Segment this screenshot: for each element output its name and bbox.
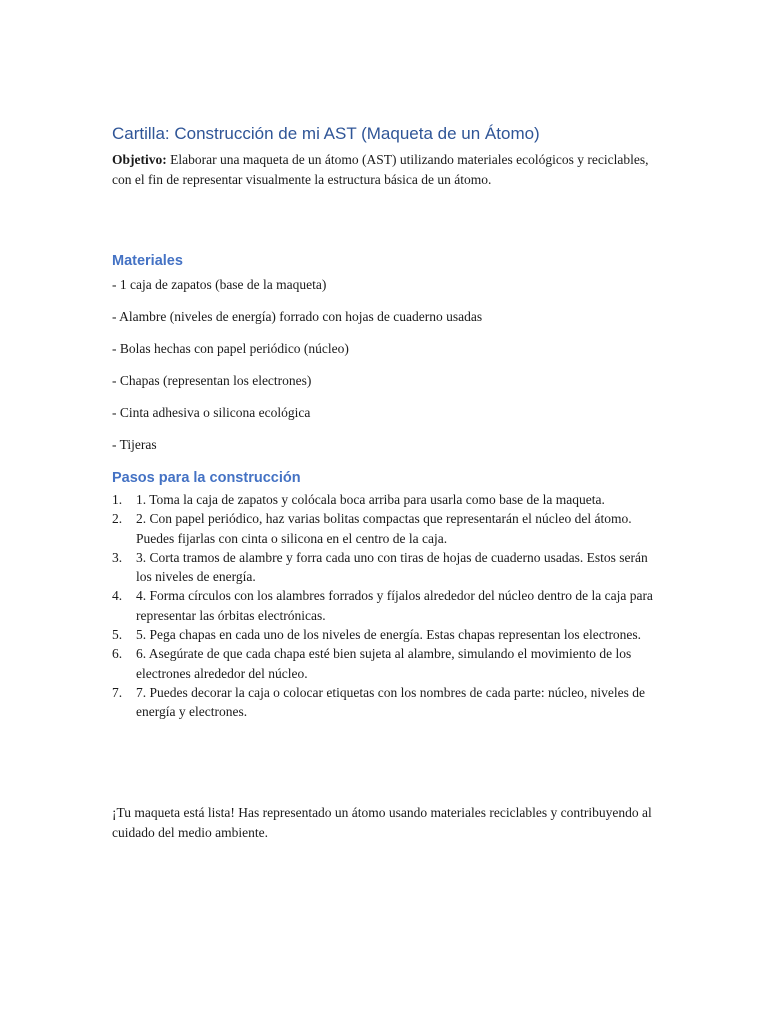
objective-paragraph [112, 150, 652, 189]
step-item [112, 586, 657, 625]
materials-list [112, 275, 482, 467]
step-text: 2. Con papel periódico, haz varias bolitas compactas que representarán el núcleo del átomo. Puedes fijarlas con cinta o silicona en el centro de la caja. [136, 511, 632, 546]
step-text: 4. Forma círculos con los alambres forrados y fíjalos alrededor del núcleo dentro de la caja para representar las órbitas electrónicas. [136, 588, 653, 623]
materials-heading: Materiales [112, 253, 183, 269]
materials-item: - Tijeras [112, 437, 157, 452]
step-text: 5. Pega chapas en cada uno de los niveles de energía. Estas chapas representan los electrones. [136, 627, 642, 643]
objective-label: Objetivo: [112, 152, 167, 167]
step-item [112, 625, 657, 644]
step-number: 4. [112, 588, 123, 604]
materials-item: - Cinta adhesiva o silicona ecológica [112, 405, 311, 420]
step-number: 2. [112, 511, 123, 527]
steps-heading: Pasos para la construcción [112, 470, 301, 486]
step-item [112, 548, 657, 587]
step-number: 5. [112, 627, 123, 643]
step-item [112, 490, 657, 509]
objective-text: Elaborar una maqueta de un átomo (AST) utilizando materiales ecológicos y reciclables, con el fin de representar visualmente la estructura básica de un átomo. [112, 152, 649, 187]
step-item [112, 683, 657, 722]
step-item [112, 644, 657, 683]
step-number: 1. [112, 492, 123, 507]
step-text: 6. Asegúrate de que cada chapa esté bien sujeta al alambre, simulando el movimiento de los electrones alrededor del núcleo. [136, 646, 632, 681]
materials-item: - Alambre (niveles de energía) forrado con hojas de cuaderno usadas [112, 309, 483, 324]
step-number: 6. [112, 646, 123, 662]
step-item [112, 509, 657, 548]
closing-paragraph: ¡Tu maqueta está lista! Has representado un átomo usando materiales reciclables y contribuyendo al cuidado del medio ambiente. [112, 805, 652, 840]
step-text: 7. Puedes decorar la caja o colocar etiquetas con los nombres de cada parte: núcleo, niveles de energía y electrones. [136, 684, 646, 720]
page-title: Cartilla: Construcción de mi AST (Maqueta de un Átomo) [112, 124, 540, 143]
step-number: 7. [112, 684, 123, 700]
materials-item: - 1 caja de zapatos (base de la maqueta) [112, 277, 327, 292]
step-text: 1. Toma la caja de zapatos y colócala boca arriba para usarla como base de la maqueta. [136, 492, 605, 507]
materials-item: - Bolas hechas con papel periódico (núcleo) [112, 341, 349, 356]
steps-list [112, 490, 657, 722]
step-text: 3. Corta tramos de alambre y forra cada uno con tiras de hojas de cuaderno usadas. Estos serán los niveles de energía. [136, 549, 648, 585]
step-number: 3. [112, 549, 123, 565]
materials-item: - Chapas (representan los electrones) [112, 373, 312, 388]
